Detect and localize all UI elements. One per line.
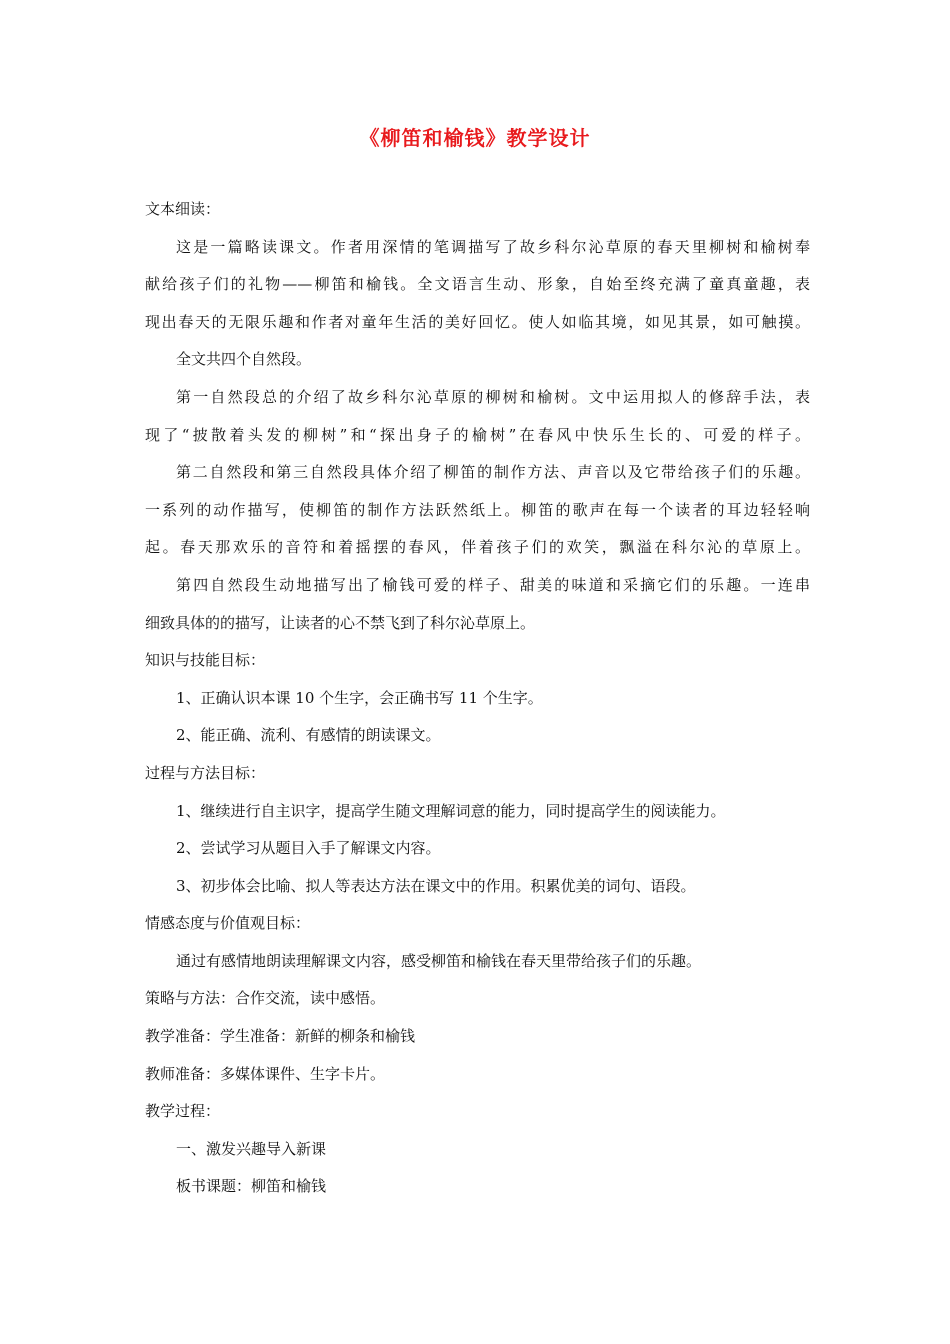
text-line: 情感态度与价值观目标： [145,914,311,933]
text-line: 文本细读： [145,200,221,218]
text-line: 过程与方法目标： [145,763,266,782]
text-line: 通过有感情地朗读理解课文内容，感受柳笛和榆钱在春天里带给孩子们的乐趣。 [176,951,702,970]
text-line: 3、初步体会比喻、拟人等表达方法在课文中的作用。积累优美的词句、语段。 [176,876,696,895]
text-line: 献给孩子们的礼物——柳笛和榆钱。全文语言生动、形象，自始至终充满了童真童趣，表 [145,275,810,294]
text-line: 2、能正确、流利、有感情的朗读课文。 [176,726,441,745]
document-title: 《柳笛和榆钱》教学设计 [359,126,591,150]
text-line: 板书课题：柳笛和榆钱 [176,1177,327,1196]
text-line: 第四自然段生动地描写出了榆钱可爱的样子、甜美的味道和采摘它们的乐趣。一连串 [176,575,810,594]
text-line: 一、激发兴趣导入新课 [176,1139,327,1158]
text-line: 全文共四个自然段。 [176,350,312,369]
text-line: 教学准备：学生准备：新鲜的柳条和榆钱 [145,1027,416,1046]
text-line: 1、正确认识本课 10 个生字，会正确书写 11 个生字。 [176,688,543,707]
text-line: 2、尝试学习从题目入手了解课文内容。 [176,839,441,858]
text-line: 知识与技能目标： [145,651,266,670]
text-line: 策略与方法：合作交流，读中感悟。 [145,989,386,1008]
text-line: 现了“披散着头发的柳树”和“探出身子的榆树”在春风中快乐生长的、可爱的样子。 [145,425,810,444]
text-line: 教学过程： [145,1102,221,1121]
text-line: 细致具体的的描写，让读者的心不禁飞到了科尔沁草原上。 [145,613,536,632]
text-line: 第一自然段总的介绍了故乡科尔沁草原的柳树和榆树。文中运用拟人的修辞手法，表 [176,387,810,406]
text-line: 1、继续进行自主识字，提高学生随文理解词意的能力，同时提高学生的阅读能力。 [176,801,726,820]
text-line: 现出春天的无限乐趣和作者对童年生活的美好回忆。使人如临其境，如见其景，如可触摸。 [145,312,810,331]
text-line: 起。春天那欢乐的音符和着摇摆的春风，伴着孩子们的欢笑，飘溢在科尔沁的草原上。 [145,538,810,557]
text-line: 一系列的动作描写，使柳笛的制作方法跃然纸上。柳笛的歌声在每一个读者的耳边轻轻响 [145,500,810,519]
text-line: 第二自然段和第三自然段具体介绍了柳笛的制作方法、声音以及它带给孩子们的乐趣。 [176,463,810,482]
text-line: 教师准备：多媒体课件、生字卡片。 [145,1064,386,1083]
document-body [145,196,810,1211]
text-line: 这是一篇略读课文。作者用深情的笔调描写了故乡科尔沁草原的春天里柳树和榆树奉 [176,237,810,256]
